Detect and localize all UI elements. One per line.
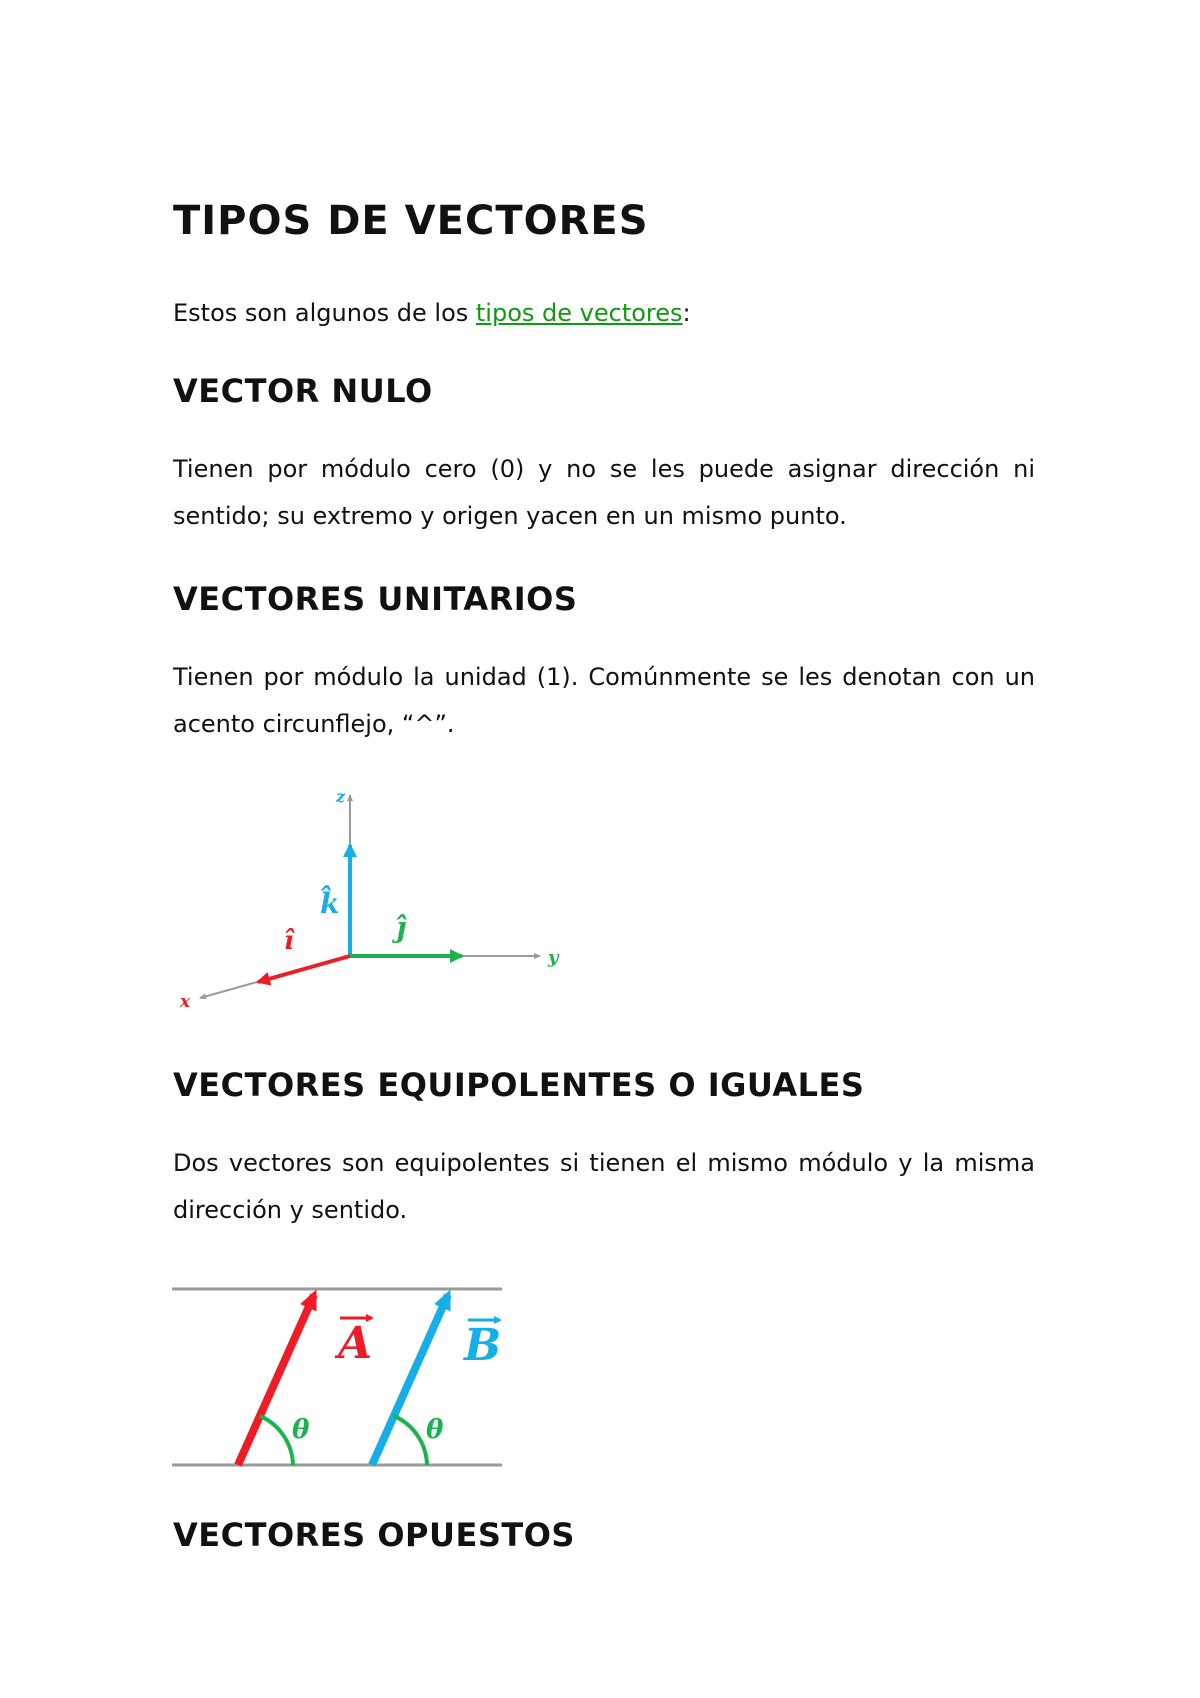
angle-arc-a	[260, 1416, 293, 1465]
angle-arc-b	[394, 1416, 427, 1465]
paragraph-vector-nulo: Tienen por módulo cero (0) y no se les puede asignar dirección ni sentido; su extremo y origen yacen en un mismo punto.	[173, 455, 1035, 530]
vector-a-label: A	[338, 1318, 373, 1369]
heading-vectores-unitarios: VECTORES UNITARIOS	[173, 580, 578, 618]
unit-vectors-figure	[170, 785, 570, 1015]
vector-b-label: B	[464, 1320, 502, 1371]
j-unit-label: ĵ	[396, 911, 407, 944]
i-unit-label: î	[284, 926, 294, 956]
i-unit-vector	[258, 956, 350, 982]
intro-paragraph	[173, 290, 1035, 337]
paragraph-vectores-unitarios: Tienen por módulo la unidad (1). Comúnmente se les denotan con un acento circunflejo, “^”.	[173, 663, 1035, 738]
page-title: TIPOS DE VECTORES	[173, 198, 649, 244]
x-axis-label: x	[180, 992, 191, 1012]
heading-vectores-equipolentes: VECTORES EQUIPOLENTES O IGUALES	[173, 1066, 865, 1104]
heading-vector-nulo: VECTOR NULO	[173, 372, 433, 410]
intro-suffix: :	[682, 299, 691, 327]
heading-vectores-opuestos: VECTORES OPUESTOS	[173, 1516, 575, 1554]
paragraph-vectores-equipolentes: Dos vectores son equipolentes si tienen el mismo módulo y la misma dirección y sentido.	[173, 1149, 1035, 1224]
k-unit-label: k̂	[320, 887, 340, 920]
z-axis-label: z	[336, 787, 346, 806]
y-axis-label: y	[548, 947, 559, 968]
intro-prefix: Estos son algunos de los	[173, 299, 476, 327]
angle-label-a: θ	[292, 1415, 310, 1445]
angle-label-b: θ	[426, 1415, 444, 1445]
equal-vectors-figure	[172, 1280, 507, 1480]
tipos-de-vectores-link[interactable]: tipos de vectores	[475, 299, 683, 327]
